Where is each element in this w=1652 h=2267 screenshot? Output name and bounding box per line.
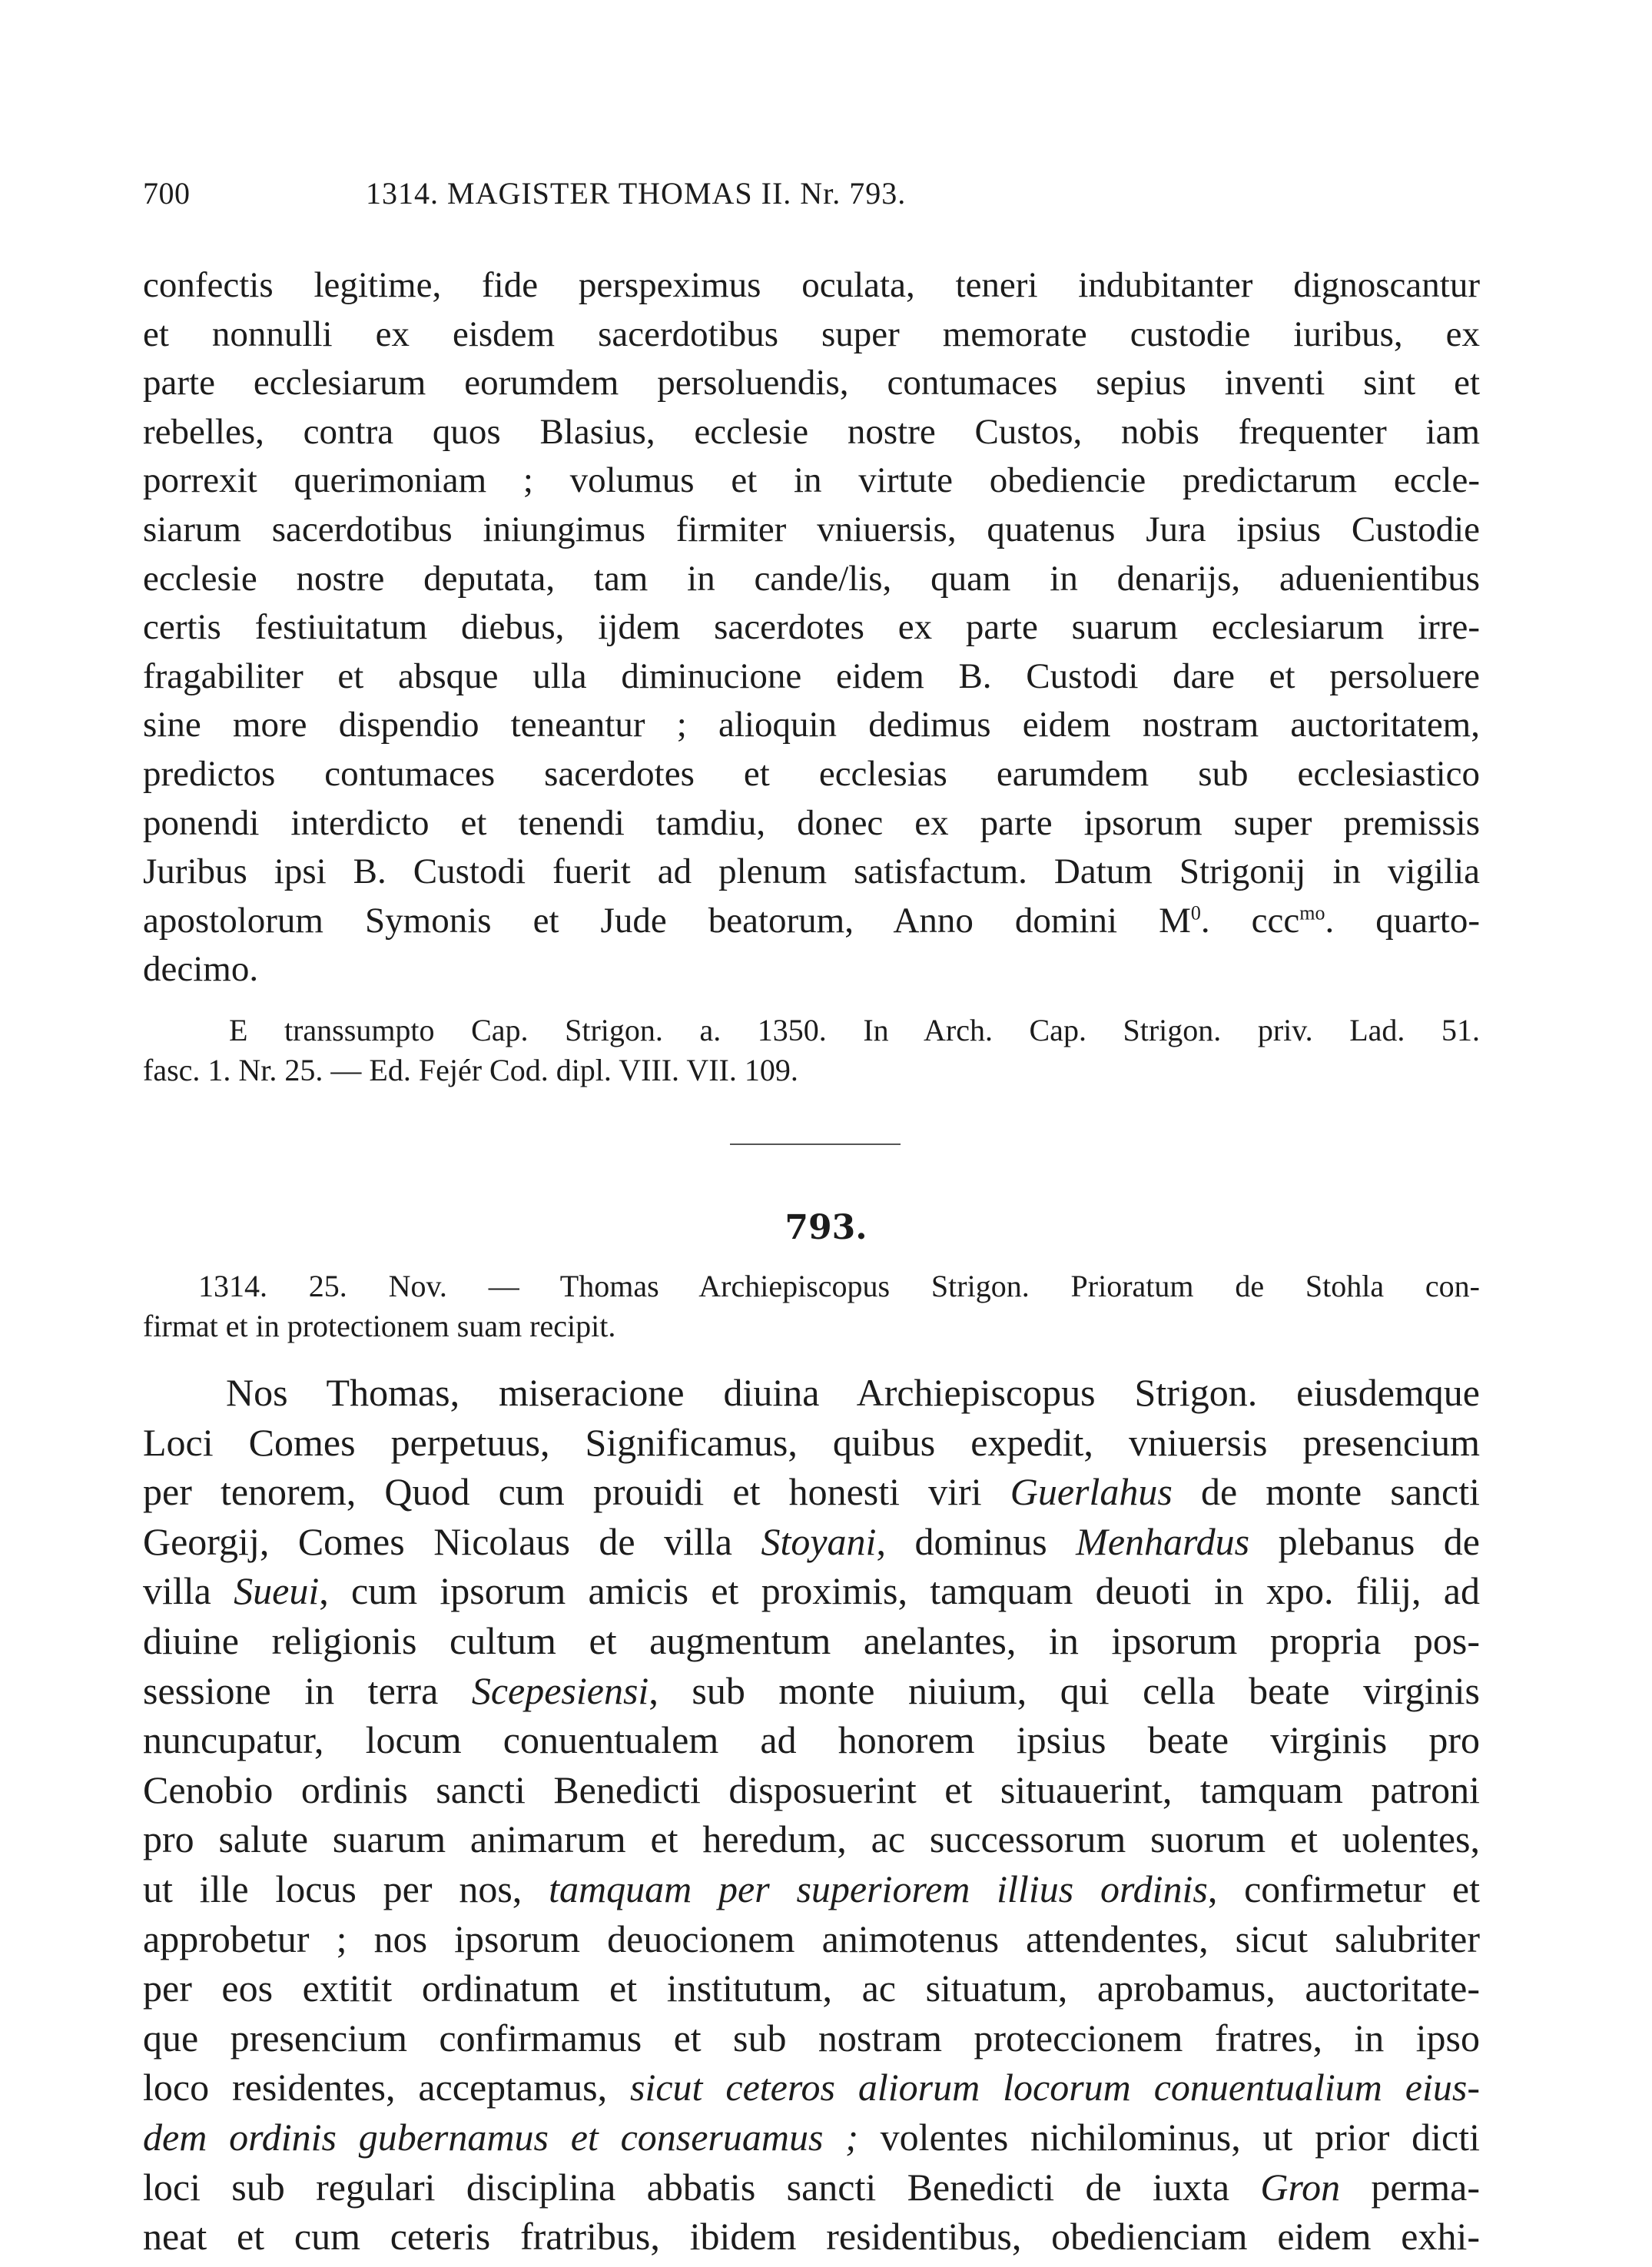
text-segment: Georgij, Comes Nicolaus de villa [143,1519,732,1563]
place-name: Stoyani [761,1519,877,1563]
text-line: que presencium confirmamus et sub nostram proteccionem fratres, in ipso [143,2016,1480,2060]
running-title: 1314. MAGISTER THOMAS II. Nr. 793. [366,176,907,211]
text-line: parte ecclesiarum eorumdem persoluendis, contumaces sepius inventi sint et [143,363,1480,403]
text-segment: , confirmetur et [1207,1867,1480,1910]
text-line: ecclesie nostre deputata, tam in cande/lis, quam in denarijs, aduenientibus [143,558,1480,599]
page-number: 700 [143,176,191,211]
paragraph-continued [143,261,1480,994]
text-segment: loci sub regulari disciplina abbatis sancti Benedicti de iuxta [143,2165,1230,2209]
regest-summary [143,1266,1480,1346]
charter-text [143,1368,1480,2262]
text-segment: volentes nichilominus, ut prior dicti [858,2115,1480,2159]
text-line: nuncupatur, locum conuentualem ad honorem ipsius beate virginis pro [143,1718,1480,1762]
text-line: decimo. [143,949,259,990]
text-line: rebelles, contra quos Blasius, ecclesie nostre Custos, nobis frequenter iam [143,411,1480,452]
text-segment: loco residentes, acceptamus, [143,2066,608,2109]
personal-name: Guerlahus [1010,1470,1173,1514]
date-text-mid: . ccc [1200,900,1300,941]
text-line: Juribus ipsi B. Custodi fuerit ad plenum satisfactum. Datum Strigonij in vigilia [143,851,1480,892]
text-line: porrexit querimoniam ; volumus et in virtute obediencie predictarum eccle- [143,460,1480,501]
place-name: Sueui [234,1569,320,1613]
regest-line: 1314. 25. Nov. — Thomas Archiepiscopus Strigon. Prioratum de Stohla con- [198,1269,1480,1303]
text-line: certis festiuitatum diebus, ijdem sacerdotes ex parte suarum ecclesiarum irre- [143,607,1480,648]
superscript: mo [1299,901,1325,924]
text-segment: perma- [1340,2165,1481,2209]
section-divider [730,1143,901,1145]
superscript: 0 [1190,901,1201,924]
source-line: fasc. 1. Nr. 25. — Ed. Fejér Cod. dipl. VIII. VII. 109. [143,1053,798,1087]
date-text-end: . quarto- [1325,900,1480,941]
text-line [143,2113,1480,2162]
text-line: sine more dispendio teneantur ; alioquin dedimus eidem nostram auctoritatem, [143,705,1480,745]
text-segment: ut ille locus per nos, [143,1867,522,1910]
text-line [143,1467,1480,1517]
regest-line: firmat et in protectionem suam recipit. [143,1309,616,1343]
text-segment: villa [143,1569,211,1613]
document-number: 793. [785,1208,867,1247]
text-line: approbetur ; nos ipsorum deuocionem animotenus attendentes, sicut salubriter [143,1917,1480,1960]
text-line [143,2162,1480,2212]
text-line [143,2063,1480,2113]
running-head [143,175,1511,221]
text-line: neat et cum ceteris fratribus, ibidem residentibus, obedienciam eidem exhi- [143,2215,1480,2259]
text-line-date [143,897,1480,946]
text-line: fragabiliter et absque ulla diminucione eidem B. Custodi dare et persoluere [143,656,1480,696]
text-line: Nos Thomas, miseracione diuina Archiepiscopus Strigon. eiusdemque [226,1371,1480,1414]
text-segment: de monte sancti [1172,1470,1480,1514]
personal-name: Menhardus [1076,1519,1250,1563]
text-line: Cenobio ordinis sancti Benedicti disposuerint et situauerint, tamquam patroni [143,1767,1480,1811]
text-line [143,1566,1480,1616]
italic-phrase: sicut ceteros aliorum locorum conuentualium eius- [630,2066,1480,2109]
text-line: confectis legitime, fide perspeximus oculata, teneri indubitanter dignoscantur [143,265,1480,305]
text-line [143,1517,1480,1567]
place-name: Scepesiensi [471,1668,649,1712]
source-note [143,1011,1480,1090]
text-line [143,1864,1480,1914]
text-segment: plebanus de [1249,1519,1480,1563]
italic-phrase: dem ordinis gubernamus et conseruamus ; [143,2115,858,2159]
text-segment: , cum ipsorum amicis et proximis, tamquam deuoti in xpo. filij, ad [319,1569,1480,1613]
text-line: pro salute suarum animarum et heredum, ac successorum suorum et uolentes, [143,1817,1480,1861]
text-line: predictos contumaces sacerdotes et ecclesias earumdem sub ecclesiastico [143,753,1480,794]
source-line: E transsumpto Cap. Strigon. a. 1350. In Arch. Cap. Strigon. priv. Lad. 51. [229,1013,1480,1047]
text-line: diuine religionis cultum et augmentum anelantes, in ipsorum propria pos- [143,1618,1480,1662]
text-segment: , dominus [876,1519,1076,1563]
italic-phrase: tamquam per superiorem illius ordinis [549,1867,1208,1910]
date-text: apostolorum Symonis et Jude beatorum, Anno domini M [143,900,1191,941]
text-line: et nonnulli ex eisdem sacerdotibus super memorate custodie iuribus, ex [143,314,1480,354]
text-line: siarum sacerdotibus iniungimus firmiter vniuersis, quatenus Jura ipsius Custodie [143,509,1480,549]
text-line: ponendi interdicto et tenendi tamdiu, donec ex parte ipsorum super premissis [143,802,1480,843]
place-name: Gron [1260,2165,1341,2209]
text-segment: per tenorem, Quod cum prouidi et honesti viri [143,1470,982,1514]
text-line: per eos extitit ordinatum et institutum, ac situatum, aprobamus, auctoritate- [143,1967,1480,2010]
text-line: Loci Comes perpetuus, Significamus, quibus expedit, vniuersis presencium [143,1420,1480,1464]
text-line [143,1666,1480,1716]
text-segment: , sub monte niuium, qui cella beate virginis [649,1668,1481,1712]
text-segment: sessione in terra [143,1668,439,1712]
